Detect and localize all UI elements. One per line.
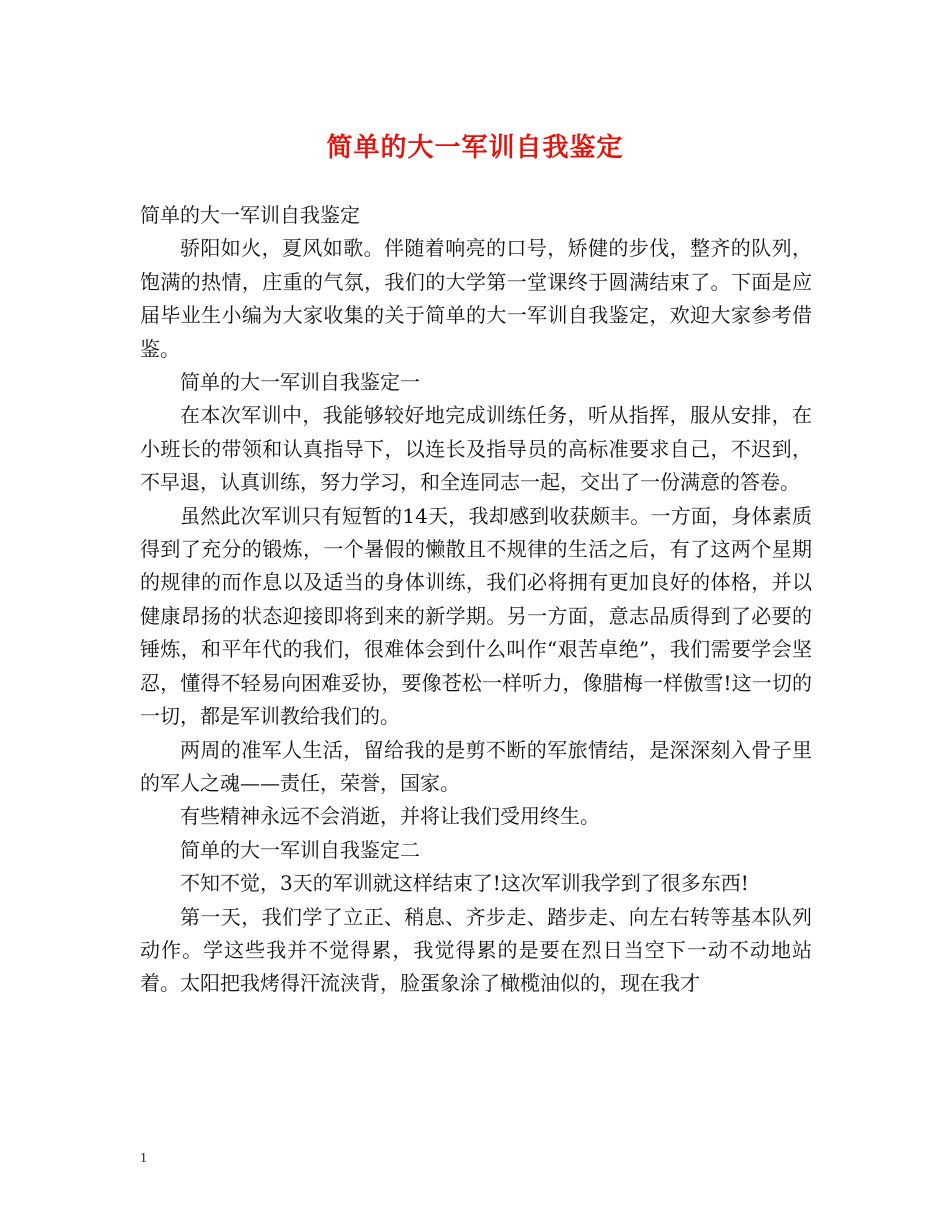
section-heading: 简单的大一军训自我鉴定一 <box>180 370 420 395</box>
section-heading: 简单的大一军训自我鉴定二 <box>180 837 420 862</box>
paragraph: 两周的准军人生活，留给我的是剪不断的军旅情结，是深深刻入骨子里的军人之魂——责任，荣誉，国家。 <box>140 737 812 795</box>
paragraph: 骄阳如火，夏风如歌。伴随着响亮的口号，矫健的步伐，整齐的队列，饱满的热情，庄重的气氛，我们的大学第一堂课终于圆满结束了。下面是应届毕业生小编为大家收集的关于简单的大一军训自我鉴定，欢迎大家参考借鉴。 <box>140 236 812 361</box>
document-title: 简单的大一军训自我鉴定 <box>326 133 624 163</box>
paragraph: 虽然此次军训只有短暂的14天，我却感到收获颇丰。一方面，身体素质得到了充分的锻炼，一个暑假的懒散且不规律的生活之后，有了这两个星期的规律的而作息以及适当的身体训练，我们必将拥有更加良好的体格，并以健康昂扬的状态迎接即将到来的新学期。另一方面，意志品质得到了必要的锤炼，和平年代的我们，很难体会到什么叫作“艰苦卓绝”，我们需要学会坚忍，懂得不轻易向困难妥协，要像苍松一样听力，像腊梅一样傲雪!这一切的一切，都是军训教给我们的。 <box>140 503 812 729</box>
document-body <box>140 199 812 1001</box>
paragraph: 有些精神永远不会消逝，并将让我们受用终生。 <box>180 804 600 829</box>
page-number: 1 <box>140 1151 147 1166</box>
section-heading: 简单的大一军训自我鉴定 <box>140 203 360 227</box>
paragraph: 在本次军训中，我能够较好地完成训练任务，听从指挥，服从安排，在小班长的带领和认真指导下，以连长及指导员的高标准要求自己，不迟到，不早退，认真训练，努力学习，和全连同志一起，交出了一份满意的答卷。 <box>140 403 812 495</box>
paragraph: 第一天，我们学了立正、稍息、齐步走、踏步走、向左右转等基本队列动作。学这些我并不觉得累，我觉得累的是要在烈日当空下一动不动地站着。太阳把我烤得汗流浃背，脸蛋象涂了橄榄油似的，现在我才 <box>140 904 812 996</box>
paragraph: 不知不觉，3天的军训就这样结束了!这次军训我学到了很多东西! <box>180 871 749 896</box>
